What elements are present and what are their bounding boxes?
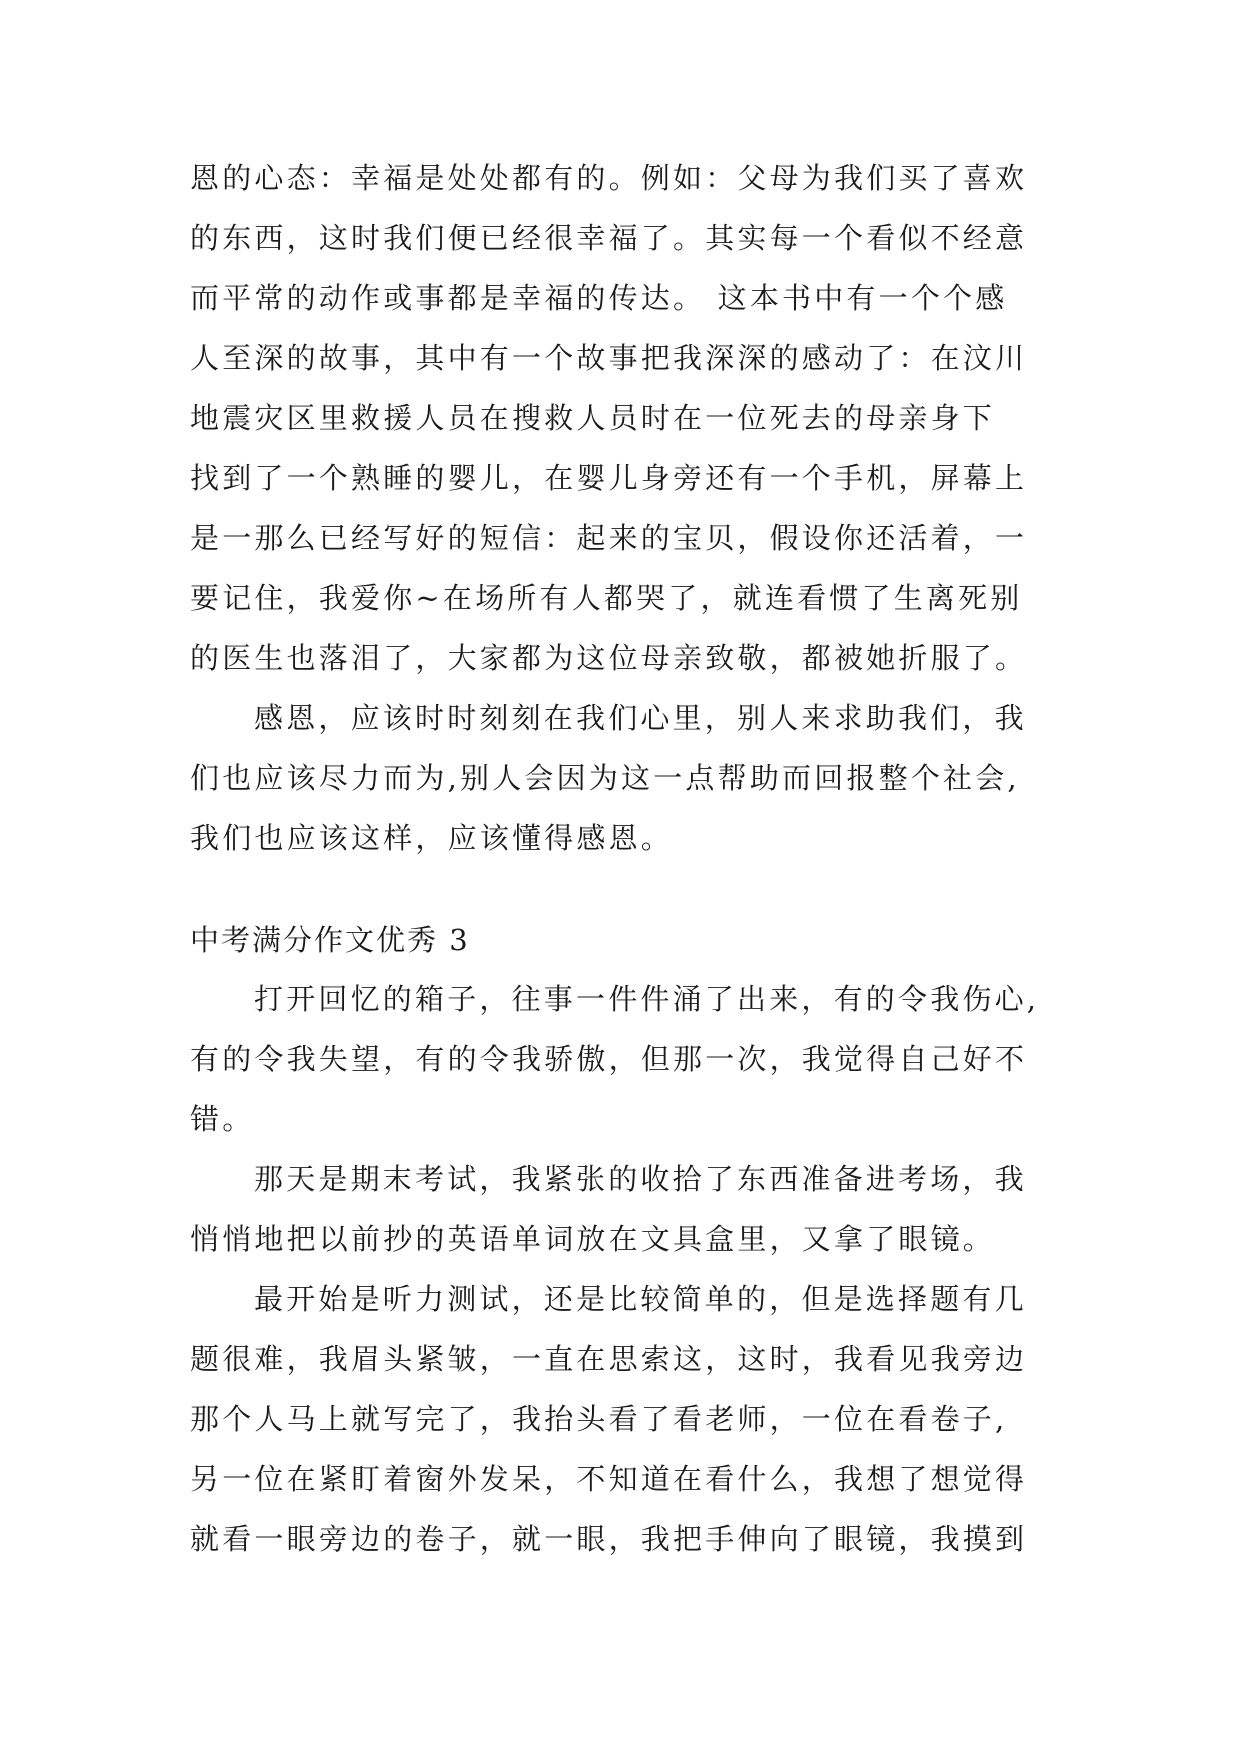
- text-line: 地震灾区里救援人员在搜救人员时在一位死去的母亲身下: [190, 401, 996, 435]
- text-line: 的东西，这时我们便已经很幸福了。其实每一个看似不经意: [190, 221, 1028, 255]
- text-line: 那个人马上就写完了，我抬头看了看老师，一位在看卷子,: [190, 1402, 1008, 1436]
- text-line: 的医生也落泪了，大家都为这位母亲致敬，都被她折服了。: [190, 641, 1028, 675]
- paragraph-first-line: 打开回忆的箱子，往事一件件涌了出来，有的令我伤心,: [254, 982, 1040, 1016]
- text-line: 有的令我失望，有的令我骄傲，但那一次，我觉得自己好不: [190, 1042, 1028, 1076]
- text-line: 找到了一个熟睡的婴儿，在婴儿身旁还有一个手机，屏幕上: [190, 461, 1028, 495]
- text-line: 人至深的故事，其中有一个故事把我深深的感动了：在汶川: [190, 341, 1028, 375]
- paragraph-first-line: 最开始是听力测试，还是比较简单的，但是选择题有几: [254, 1282, 1027, 1316]
- text-line: 恩的心态：幸福是处处都有的。例如：父母为我们买了喜欢: [190, 161, 1028, 195]
- text-line: 悄悄地把以前抄的英语单词放在文具盒里，又拿了眼镜。: [190, 1222, 996, 1256]
- text-line: 我们也应该这样，应该懂得感恩。: [190, 821, 674, 855]
- text-line: 错。: [190, 1102, 255, 1136]
- section-heading: 中考满分作文优秀 3: [190, 923, 470, 957]
- text-line: 们也应该尽力而为,别人会因为这一点帮助而回报整个社会,: [190, 761, 1020, 795]
- text-line: 题很难，我眉头紧皱，一直在思索这，这时，我看见我旁边: [190, 1342, 1028, 1376]
- paragraph-first-line: 那天是期末考试，我紧张的收拾了东西准备进考场，我: [254, 1162, 1027, 1196]
- text-line: 就看一眼旁边的卷子，就一眼，我把手伸向了眼镜，我摸到: [190, 1522, 1028, 1556]
- text-line: 另一位在紧盯着窗外发呆，不知道在看什么，我想了想觉得: [190, 1462, 1028, 1496]
- text-line: 要记住，我爱你~在场所有人都哭了，就连看惯了生离死别: [190, 581, 1023, 615]
- paragraph-first-line: 感恩，应该时时刻刻在我们心里，别人来求助我们，我: [254, 701, 1027, 735]
- text-line: 是一那么已经写好的短信：起来的宝贝，假设你还活着，一: [190, 521, 1028, 555]
- text-line: 而平常的动作或事都是幸福的传达。 这本书中有一个个感: [190, 281, 1008, 315]
